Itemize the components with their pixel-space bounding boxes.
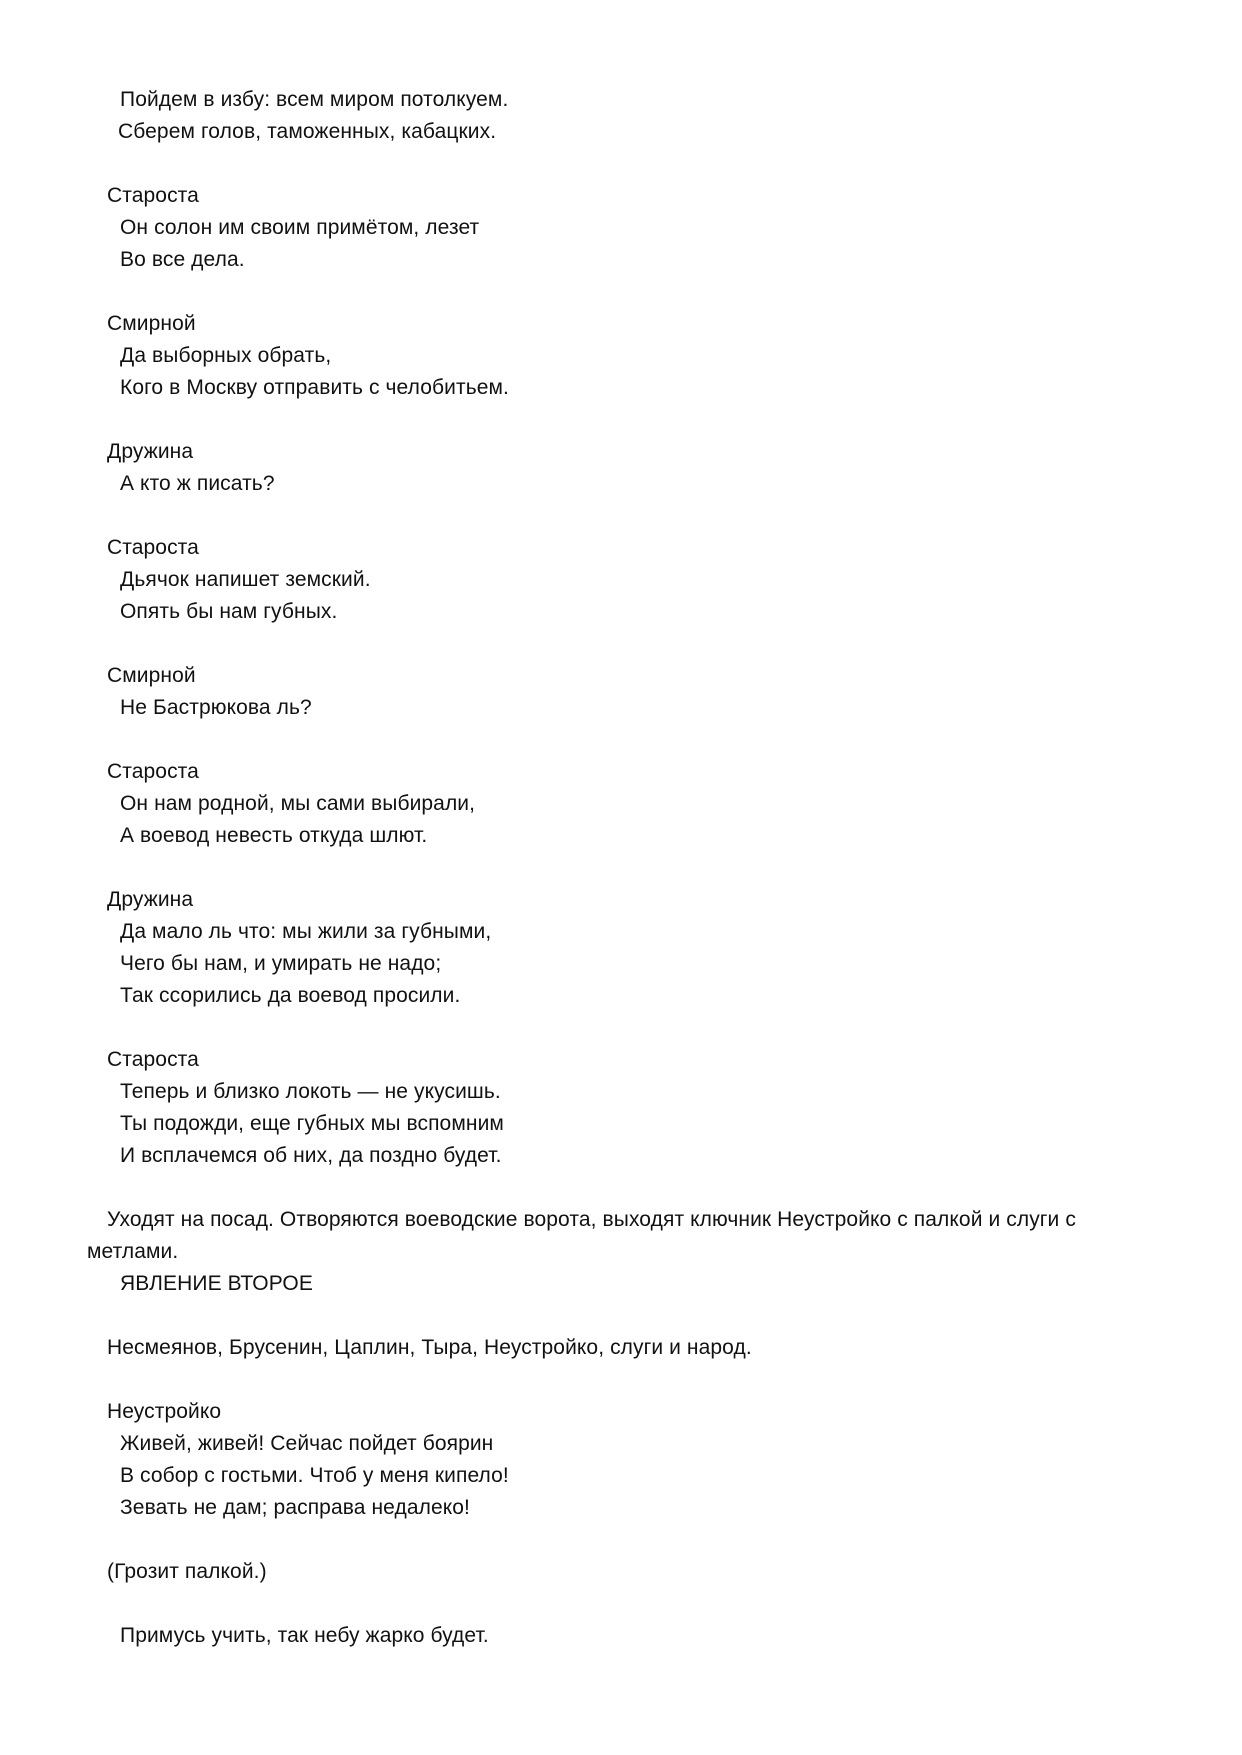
verse-line: Дьячок напишет земский. (120, 568, 371, 591)
speaker-name: Староста (107, 1048, 199, 1071)
verse-line: В собор с гостьми. Чтоб у меня кипело! (120, 1464, 509, 1487)
speaker-name: Староста (107, 760, 199, 783)
verse-line: И всплачемся об них, да поздно будет. (120, 1144, 502, 1167)
verse-line: Так ссорились да воевод просили. (120, 984, 461, 1007)
verse-line: Он нам родной, мы сами выбирали, (120, 792, 476, 815)
stage-direction: метлами. (87, 1240, 179, 1263)
verse-line: Зевать не дам; расправа недалеко! (120, 1496, 470, 1519)
verse-line: Чего бы нам, и умирать не надо; (120, 952, 442, 975)
speaker-name: Смирной (107, 664, 196, 687)
verse-line: Примусь учить, так небу жарко будет. (120, 1624, 489, 1647)
verse-line: Ты подожди, еще губных мы вспомним (120, 1112, 504, 1135)
speaker-name: Дружина (107, 888, 194, 911)
verse-line: Да выборных обрать, (120, 344, 332, 367)
scene-heading: ЯВЛЕНИЕ ВТОРОЕ (120, 1272, 313, 1295)
speaker-name: Староста (107, 536, 199, 559)
verse-line: Да мало ль что: мы жили за губными, (120, 920, 492, 943)
verse-line: Сберем голов, таможенных, кабацких. (118, 120, 497, 143)
verse-line: Кого в Москву отправить с челобитьем. (120, 376, 509, 399)
character-list: Несмеянов, Брусенин, Цаплин, Тыра, Неустройко, слуги и народ. (107, 1336, 752, 1359)
verse-line: А воевод невесть откуда шлют. (120, 824, 428, 847)
verse-line: Не Бастрюкова ль? (120, 696, 312, 719)
verse-line: Теперь и близко локоть — не укусишь. (120, 1080, 501, 1103)
verse-line: Живей, живей! Сейчас пойдет боярин (120, 1432, 494, 1455)
verse-line: Пойдем в избу: всем миром потолкуем. (120, 88, 509, 111)
verse-line: Во все дела. (120, 248, 245, 271)
stage-direction: (Грозит палкой.) (107, 1560, 267, 1583)
verse-line: Он солон им своим примётом, лезет (120, 216, 480, 239)
stage-direction: Уходят на посад. Отворяются воеводские ворота, выходят ключник Неустройко с палкой и слуги с (107, 1208, 1076, 1231)
speaker-name: Смирной (107, 312, 196, 335)
verse-line: Опять бы нам губных. (120, 600, 338, 623)
speaker-name: Неустройко (107, 1400, 222, 1423)
speaker-name: Дружина (107, 440, 194, 463)
verse-line: А кто ж писать? (120, 472, 275, 495)
speaker-name: Староста (107, 184, 199, 207)
